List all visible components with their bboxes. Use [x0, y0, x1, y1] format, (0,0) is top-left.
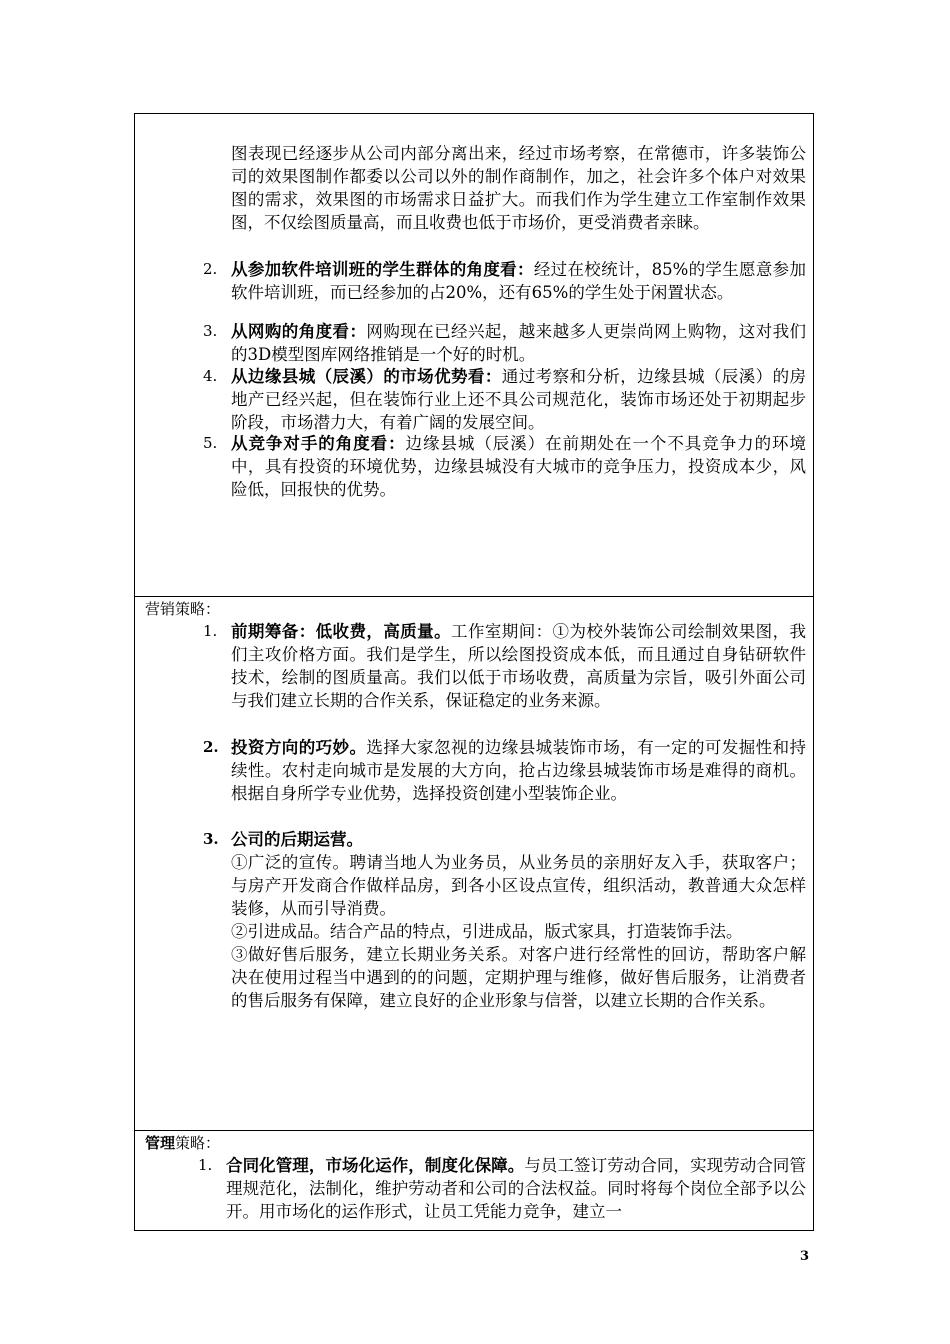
item-number: 2.: [203, 260, 218, 278]
item-lead: 从竞争对手的角度看：: [231, 434, 406, 453]
document-table: [134, 113, 814, 1231]
item-lead: 前期筹备：低收费，高质量。: [231, 622, 452, 641]
item-text: 选择大家忽视的边缘县城装饰市场，有一定的可发掘性和持续性。农村走向城市是发展的大方向，抢占边缘县城装饰市场是难得的商机。根据自身所学专业优势，选择投资创建小型装饰企业。: [231, 738, 807, 803]
list-item: [203, 320, 807, 366]
item-text: 经过在校统计，85%的学生愿意参加软件培训班，而已经参加的占20%，还有65%的学生处于闲置状态。: [231, 260, 806, 302]
section-label: [145, 1133, 220, 1153]
item-lead: 从网购的角度看：: [231, 322, 367, 341]
section-label-rest: 策略：: [175, 1134, 221, 1152]
item-lead: 从参加软件培训班的学生群体的角度看：: [231, 260, 534, 279]
item-number: 1.: [203, 622, 218, 640]
item-text: 与员工签订劳动合同，实现劳动合同管理规范化，法制化，维护劳动者和公司的合法权益。同时将每个岗位全部予以公开。用市场化的运作形式，让员工凭能力竞争，建立一: [226, 1156, 807, 1221]
section-label: 营销策略：: [145, 600, 221, 618]
item-text: 网购现在已经兴起，越来越多人更崇尚网上购物，这对我们的3D模型图库网络推销是一个好的时机。: [231, 322, 807, 364]
market-analysis-cell: [135, 114, 813, 597]
item-text: 边缘县城（辰溪）在前期处在一个不具竞争力的环境中，具有投资的环境优势，边缘县城没有大城市的竞争压力，投资成本少，风险低，回报快的优势。: [231, 434, 806, 499]
item-text: 工作室期间：①为校外装饰公司绘制效果图，我们主攻价格方面。我们是学生，所以绘图投资成本低，而且通过自身钻研软件技术，绘制的图质量高。我们以低于市场收费，高质量为宗旨，吸引外面公司与我们建立长期的合作关系，保证稳定的业务来源。: [231, 622, 807, 710]
marketing-strategy-cell: [135, 597, 813, 1131]
item-number: 3.: [203, 830, 219, 848]
intro-paragraph: 图表现已经逐步从公司内部分离出来，经过市场考察，在常德市，许多装饰公司的效果图制作都委以公司以外的制作商制作，加之，社会许多个体户对效果图的需求，效果图的市场需求日益扩大。而我们作为学生建立工作室制作效果图，不仅绘图质量高，而且收费也低于市场价，更受消费者亲睐。: [231, 144, 806, 232]
list-item: [203, 365, 807, 434]
list-item: [203, 620, 807, 712]
item-lead: 投资方向的巧妙。: [231, 738, 367, 757]
sub-paragraph: ③做好售后服务，建立长期业务关系。对客户进行经常性的回访，帮助客户解决在使用过程当中遇到的的问题，定期护理与维修，做好售后服务，让消费者的售后服务有保障，建立良好的企业形象与信誉，以建立长期的合作关系。: [231, 945, 806, 1010]
sub-paragraph: ①广泛的宣传。聘请当地人为业务员，从业务员的亲朋好友入手，获取客户；与房产开发商合作做样品房，到各小区设点宣传，组织活动，教普通大众怎样装修，从而引导消费。: [231, 853, 806, 918]
sub-paragraph: ②引进成品。结合产品的特点，引进成品，版式家具，打造装饰手法。: [231, 922, 743, 941]
item-lead: 公司的后期运营。: [231, 830, 363, 849]
page-number: 3: [800, 1249, 810, 1264]
item-text: 通过考察和分析，边缘县城（辰溪）的房地产已经兴起，但在装饰行业上还不具公司规范化，装饰市场还处于初期起步阶段，市场潜力大，有着广阔的发展空间。: [231, 367, 807, 432]
section-label-bold: 管理: [145, 1134, 176, 1152]
list-item: [203, 828, 806, 851]
item-number: 3.: [203, 322, 218, 340]
list-item: [198, 1154, 807, 1223]
item-lead: 从边缘县城（辰溪）的市场优势看：: [231, 367, 502, 386]
item-number: 5.: [203, 434, 218, 452]
item-number: 4.: [203, 367, 218, 385]
list-item: [203, 258, 806, 304]
management-strategy-cell: [135, 1131, 813, 1230]
list-item: [203, 432, 806, 501]
item-lead: 合同化管理，市场化运作，制度化保障。: [226, 1156, 525, 1175]
item-number: 2.: [203, 738, 219, 756]
list-item: [203, 736, 807, 805]
item-number: 1.: [198, 1156, 213, 1174]
